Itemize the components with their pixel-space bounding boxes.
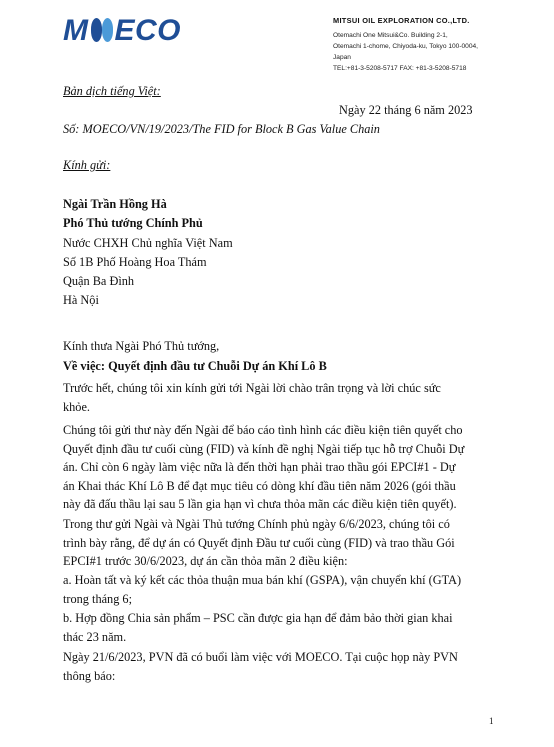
condition-item-a [63,571,495,608]
paragraph-line: khỏe. [63,399,90,414]
letter-subject: Về việc: Quyết định đầu tư Chuỗi Dự án Khí Lô B [63,359,327,373]
salutation-heading: Kính gửi: [63,158,111,172]
translation-note: Bản dịch tiếng Việt: [63,84,161,98]
company-name: MITSUI OIL EXPLORATION CO.,LTD. [333,16,470,25]
paragraph-line: thác 23 năm. [63,629,127,644]
condition-item-b [63,609,495,646]
company-address-line-3: Japan [333,54,351,61]
logo-text-eco: ECO [114,14,182,47]
body-paragraph [63,421,495,514]
paragraph-line: b. Hợp đồng Chia sản phẩm – PSC cần được gia hạn để đảm bảo thời gian khai [63,611,453,625]
body-paragraph [63,648,495,685]
paragraph-line: thông báo: [63,668,116,683]
recipient-address-line: Hà Nội [63,293,99,307]
paragraph-line: án Khai thác Khí Lô B để đạt mục tiêu có dòng khí đầu tiên năm 2026 (gói thầu [63,478,456,493]
greeting: Kính thưa Ngài Phó Thủ tướng, [63,339,220,353]
logo-o-mark-icon [89,18,115,42]
body-paragraph [63,515,495,571]
paragraph-line: Quyết định đầu tư cuối cùng (FID) và kính đề nghị Ngài tiếp tục hỗ trợ Chuỗi Dự [63,441,465,456]
company-address-line-2: Otemachi 1-chome, Chiyoda-ku, Tokyo 100-0004, [333,43,479,50]
paragraph-line: Ngày 21/6/2023, PVN đã có buổi làm việc với MOECO. Tại cuộc họp này PVN [63,650,458,664]
letter-reference: Số: MOECO/VN/19/2023/The FID for Block B Gas Value Chain [63,122,380,136]
paragraph-line: này đã đấu thầu lại sau 5 lần gia hạn vì chưa thỏa mãn các điều kiện tiên quyết). [63,497,457,512]
page-number: 1 [489,716,494,726]
logo-text-m: M [63,14,89,47]
company-contact-line: TEL:+81-3-5208-5717 FAX: +81-3-5208-5718 [333,65,467,72]
paragraph-line: Trong thư gửi Ngài và Ngài Thủ tướng Chính phủ ngày 6/6/2023, chúng tôi có [63,517,450,531]
recipient-address-line: Nước CHXH Chủ nghĩa Việt Nam [63,236,233,250]
paragraph-line: Trước hết, chúng tôi xin kính gửi tới Ngài lời chào trân trọng và lời chúc sức [63,381,441,395]
body-paragraph [63,379,495,416]
company-address-line-1: Otemachi One Mitsui&Co. Building 2-1, [333,32,448,39]
recipient-address-line: Quận Ba Đình [63,274,135,288]
paragraph-line: Chúng tôi gửi thư này đến Ngài để báo cáo tình hình các điều kiện tiên quyết cho [63,423,463,437]
recipient-name: Ngài Trần Hồng Hà [63,197,167,211]
paragraph-line: trình bày rằng, để dự án có Quyết định Đầu tư cuối cùng (FID) và trao thầu Gói [63,535,455,550]
paragraph-line: án. Chỉ còn 6 ngày làm việc nữa là đến thời hạn phải trao thầu gói EPCI#1 - Dự [63,460,456,475]
paragraph-line: EPCI#1 trước 30/6/2023, dự án cần thỏa mãn 2 điều kiện: [63,554,348,569]
letter-date: Ngày 22 tháng 6 năm 2023 [339,103,473,117]
paragraph-line: trong tháng 6; [63,591,132,606]
recipient-title: Phó Thủ tướng Chính Phủ [63,216,203,230]
moeco-logo [63,14,181,48]
recipient-address-line: Số 1B Phố Hoàng Hoa Thám [63,255,207,269]
paragraph-line: a. Hoàn tất và ký kết các thỏa thuận mua bán khí (GSPA), vận chuyển khí (GTA) [63,573,462,587]
